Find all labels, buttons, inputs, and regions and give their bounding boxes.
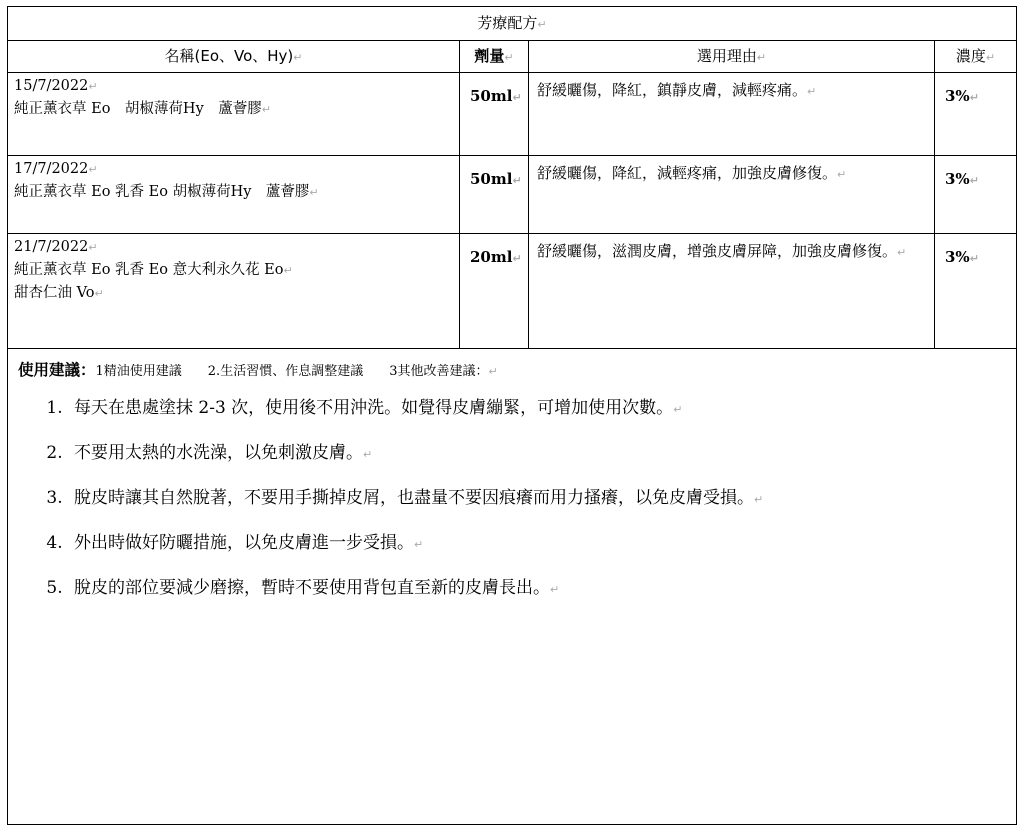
table-title: 芳療配方 xyxy=(477,13,538,32)
dose-cell: 50ml↵ xyxy=(460,73,529,156)
table-row xyxy=(8,156,1017,234)
formula-ingredients: 純正薰衣草 Eo 乳香 Eo 胡椒薄荷Hy 蘆薈膠 xyxy=(14,184,310,200)
table-title-cell xyxy=(8,7,1017,41)
suggestions-row xyxy=(8,349,1017,825)
formula-date: 21/7/2022 xyxy=(14,239,89,255)
list-item: 5. 脫皮的部位要減少磨擦，暫時不要使用背包直至新的皮膚長出。↵ xyxy=(68,577,1006,601)
dose-cell: 20ml↵ xyxy=(460,234,529,349)
formula-name-cell: 17/7/2022↵ 純正薰衣草 Eo 乳香 Eo 胡椒薄荷Hy 蘆薈膠↵ xyxy=(8,156,460,234)
formula-ingredients: 純正薰衣草 Eo 胡椒薄荷Hy 蘆薈膠 xyxy=(14,101,262,117)
header-concentration: 濃度↵ xyxy=(935,41,1017,73)
list-item: 1. 每天在患處塗抹 2-3 次，使用後不用沖洗。如覺得皮膚繃緊，可增加使用次數。↵ xyxy=(68,397,1006,421)
concentration-cell: 3%↵ xyxy=(935,73,1017,156)
suggestion-list xyxy=(18,397,1006,601)
reason-cell: 舒緩曬傷，降紅，減輕疼痛，加強皮膚修復。↵ xyxy=(529,156,935,234)
formula-name-cell: 15/7/2022↵ 純正薰衣草 Eo 胡椒薄荷Hy 蘆薈膠↵ xyxy=(8,73,460,156)
reason-cell: 舒緩曬傷，降紅，鎮靜皮膚，減輕疼痛。↵ xyxy=(529,73,935,156)
suggestions-categories: 1精油使用建議 2.生活習慣、作息調整建議 3其他改善建議： xyxy=(95,364,489,379)
concentration-cell: 3%↵ xyxy=(935,156,1017,234)
suggestions-cell xyxy=(8,349,1017,825)
dose-cell: 50ml↵ xyxy=(460,156,529,234)
list-item: 4. 外出時做好防曬措施，以免皮膚進一步受損。↵ xyxy=(68,532,1006,556)
list-item: 3. 脫皮時讓其自然脫著，不要用手撕掉皮屑，也盡量不要因痕癢而用力搔癢，以免皮膚受損。↵ xyxy=(68,487,1006,511)
formula-name-cell: 21/7/2022↵ 純正薰衣草 Eo 乳香 Eo 意大利永久花 Eo↵ 甜杏仁油 Vo↵ xyxy=(8,234,460,349)
list-item: 2. 不要用太熱的水洗澡，以免刺激皮膚。↵ xyxy=(68,442,1006,466)
aromatherapy-formula-table xyxy=(7,6,1017,825)
suggestions-heading: 使用建議：1精油使用建議 2.生活習慣、作息調整建議 3其他改善建議：↵ xyxy=(18,360,498,379)
suggestions-label: 使用建議： xyxy=(18,360,96,379)
table-row xyxy=(8,234,1017,349)
paragraph-mark: ↵ xyxy=(537,17,547,31)
title-row xyxy=(8,7,1017,41)
formula-date: 17/7/2022 xyxy=(14,161,89,177)
concentration-cell: 3%↵ xyxy=(935,234,1017,349)
header-name: 名稱(Eo、Vo、Hy)↵ xyxy=(8,41,460,73)
header-reason: 選用理由↵ xyxy=(529,41,935,73)
header-row xyxy=(8,41,1017,73)
table-row xyxy=(8,73,1017,156)
formula-date: 15/7/2022 xyxy=(14,78,89,94)
header-dose: 劑量↵ xyxy=(460,41,529,73)
reason-cell: 舒緩曬傷，滋潤皮膚，增強皮膚屏障，加強皮膚修復。↵ xyxy=(529,234,935,349)
formula-ingredients: 純正薰衣草 Eo 乳香 Eo 意大利永久花 Eo xyxy=(14,262,284,278)
formula-ingredients: 甜杏仁油 Vo xyxy=(14,285,95,301)
